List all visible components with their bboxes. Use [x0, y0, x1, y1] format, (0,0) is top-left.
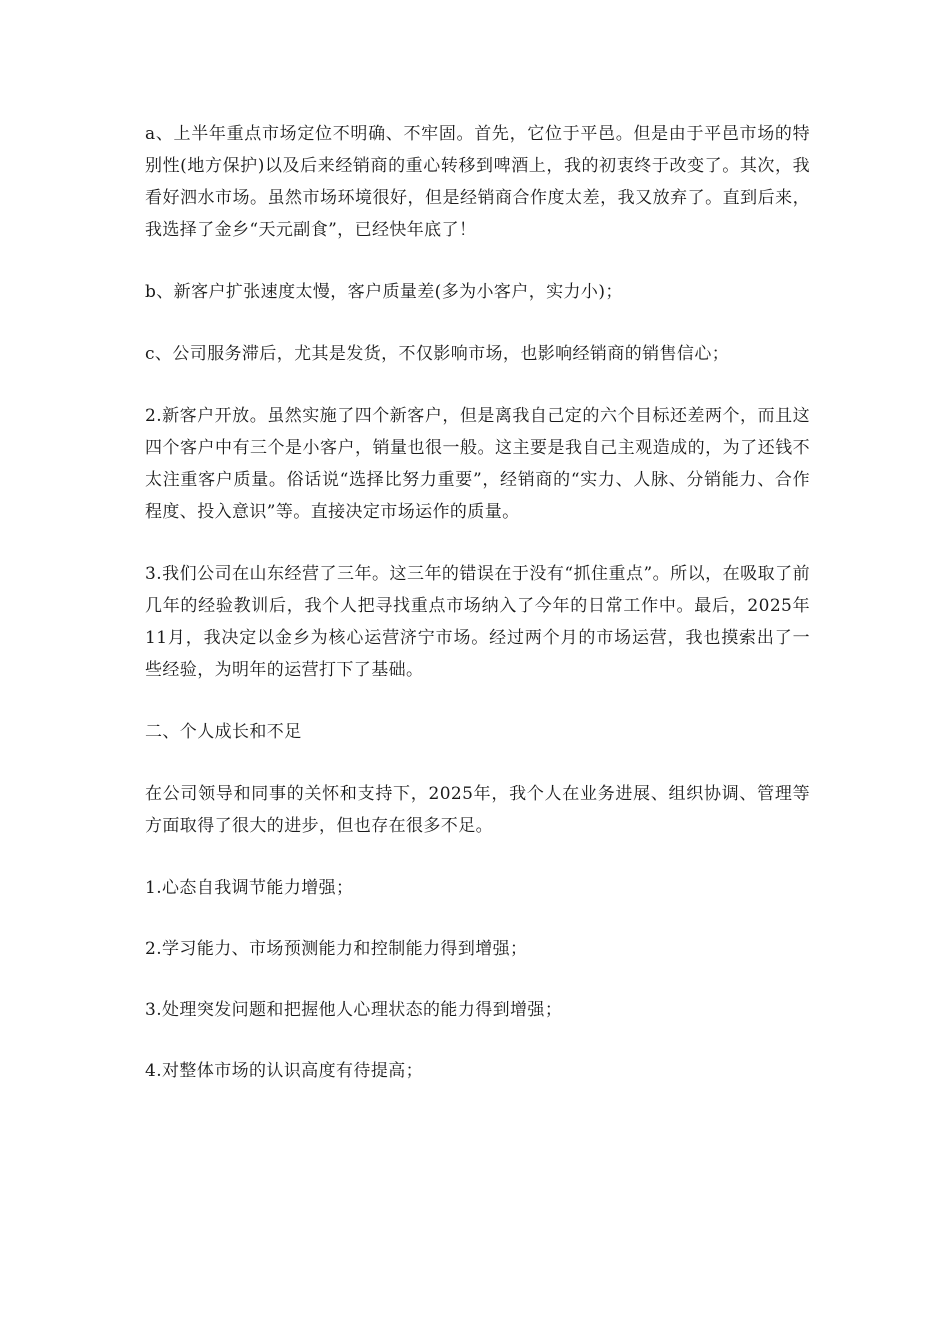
list-item-market-awareness: 4.对整体市场的认识高度有待提高；	[145, 1061, 424, 1081]
document-body	[145, 118, 810, 1116]
paragraph-growth-intro: 在公司领导和同事的关怀和支持下，2025年，我个人在业务进展、组织协调、管理等方面取得了很大的进步，但也存在很多不足。	[145, 784, 810, 836]
paragraph-new-customer-expansion: b、新客户扩张速度太慢，客户质量差(多为小客户，实力小)；	[145, 282, 623, 302]
paragraph-new-customer-opening: 2.新客户开放。虽然实施了四个新客户，但是离我自己定的六个目标还差两个，而且这四个客户中有三个是小客户，销量也很一般。这主要是我自己主观造成的，为了还钱不太注重客户质量。俗话说“选择比努力重要”，经销商的“实力、人脉、分销能力、合作程度、投入意识”等。直接决定市场运作的质量。	[145, 406, 810, 522]
list-item-learning: 2.学习能力、市场预测能力和控制能力得到增强；	[145, 939, 528, 959]
paragraph-shandong-operations: 3.我们公司在山东经营了三年。这三年的错误在于没有“抓住重点”。所以，在吸取了前几年的经验教训后，我个人把寻找重点市场纳入了今年的日常工作中。最后，2025年11月，我决定以金乡为核心运营济宁市场。经过两个月的市场运营，我也摸索出了一些经验，为明年的运营打下了基础。	[145, 564, 810, 680]
paragraph-company-service: c、公司服务滞后，尤其是发货，不仅影响市场，也影响经销商的销售信心；	[145, 344, 730, 364]
paragraph-market-positioning: a、上半年重点市场定位不明确、不牢固。首先，它位于平邑。但是由于平邑市场的特别性(地方保护)以及后来经销商的重心转移到啤酒上，我的初衷终于改变了。其次，我看好泗水市场。虽然市场环境很好，但是经销商合作度太差，我又放弃了。直到后来，我选择了金乡“天元副食”，已经快年底了！	[145, 124, 810, 240]
list-item-mindset: 1.心态自我调节能力增强；	[145, 878, 354, 898]
list-item-emergency-handling: 3.处理突发问题和把握他人心理状态的能力得到增强；	[145, 1000, 563, 1020]
section-heading-growth: 二、个人成长和不足	[145, 722, 302, 742]
